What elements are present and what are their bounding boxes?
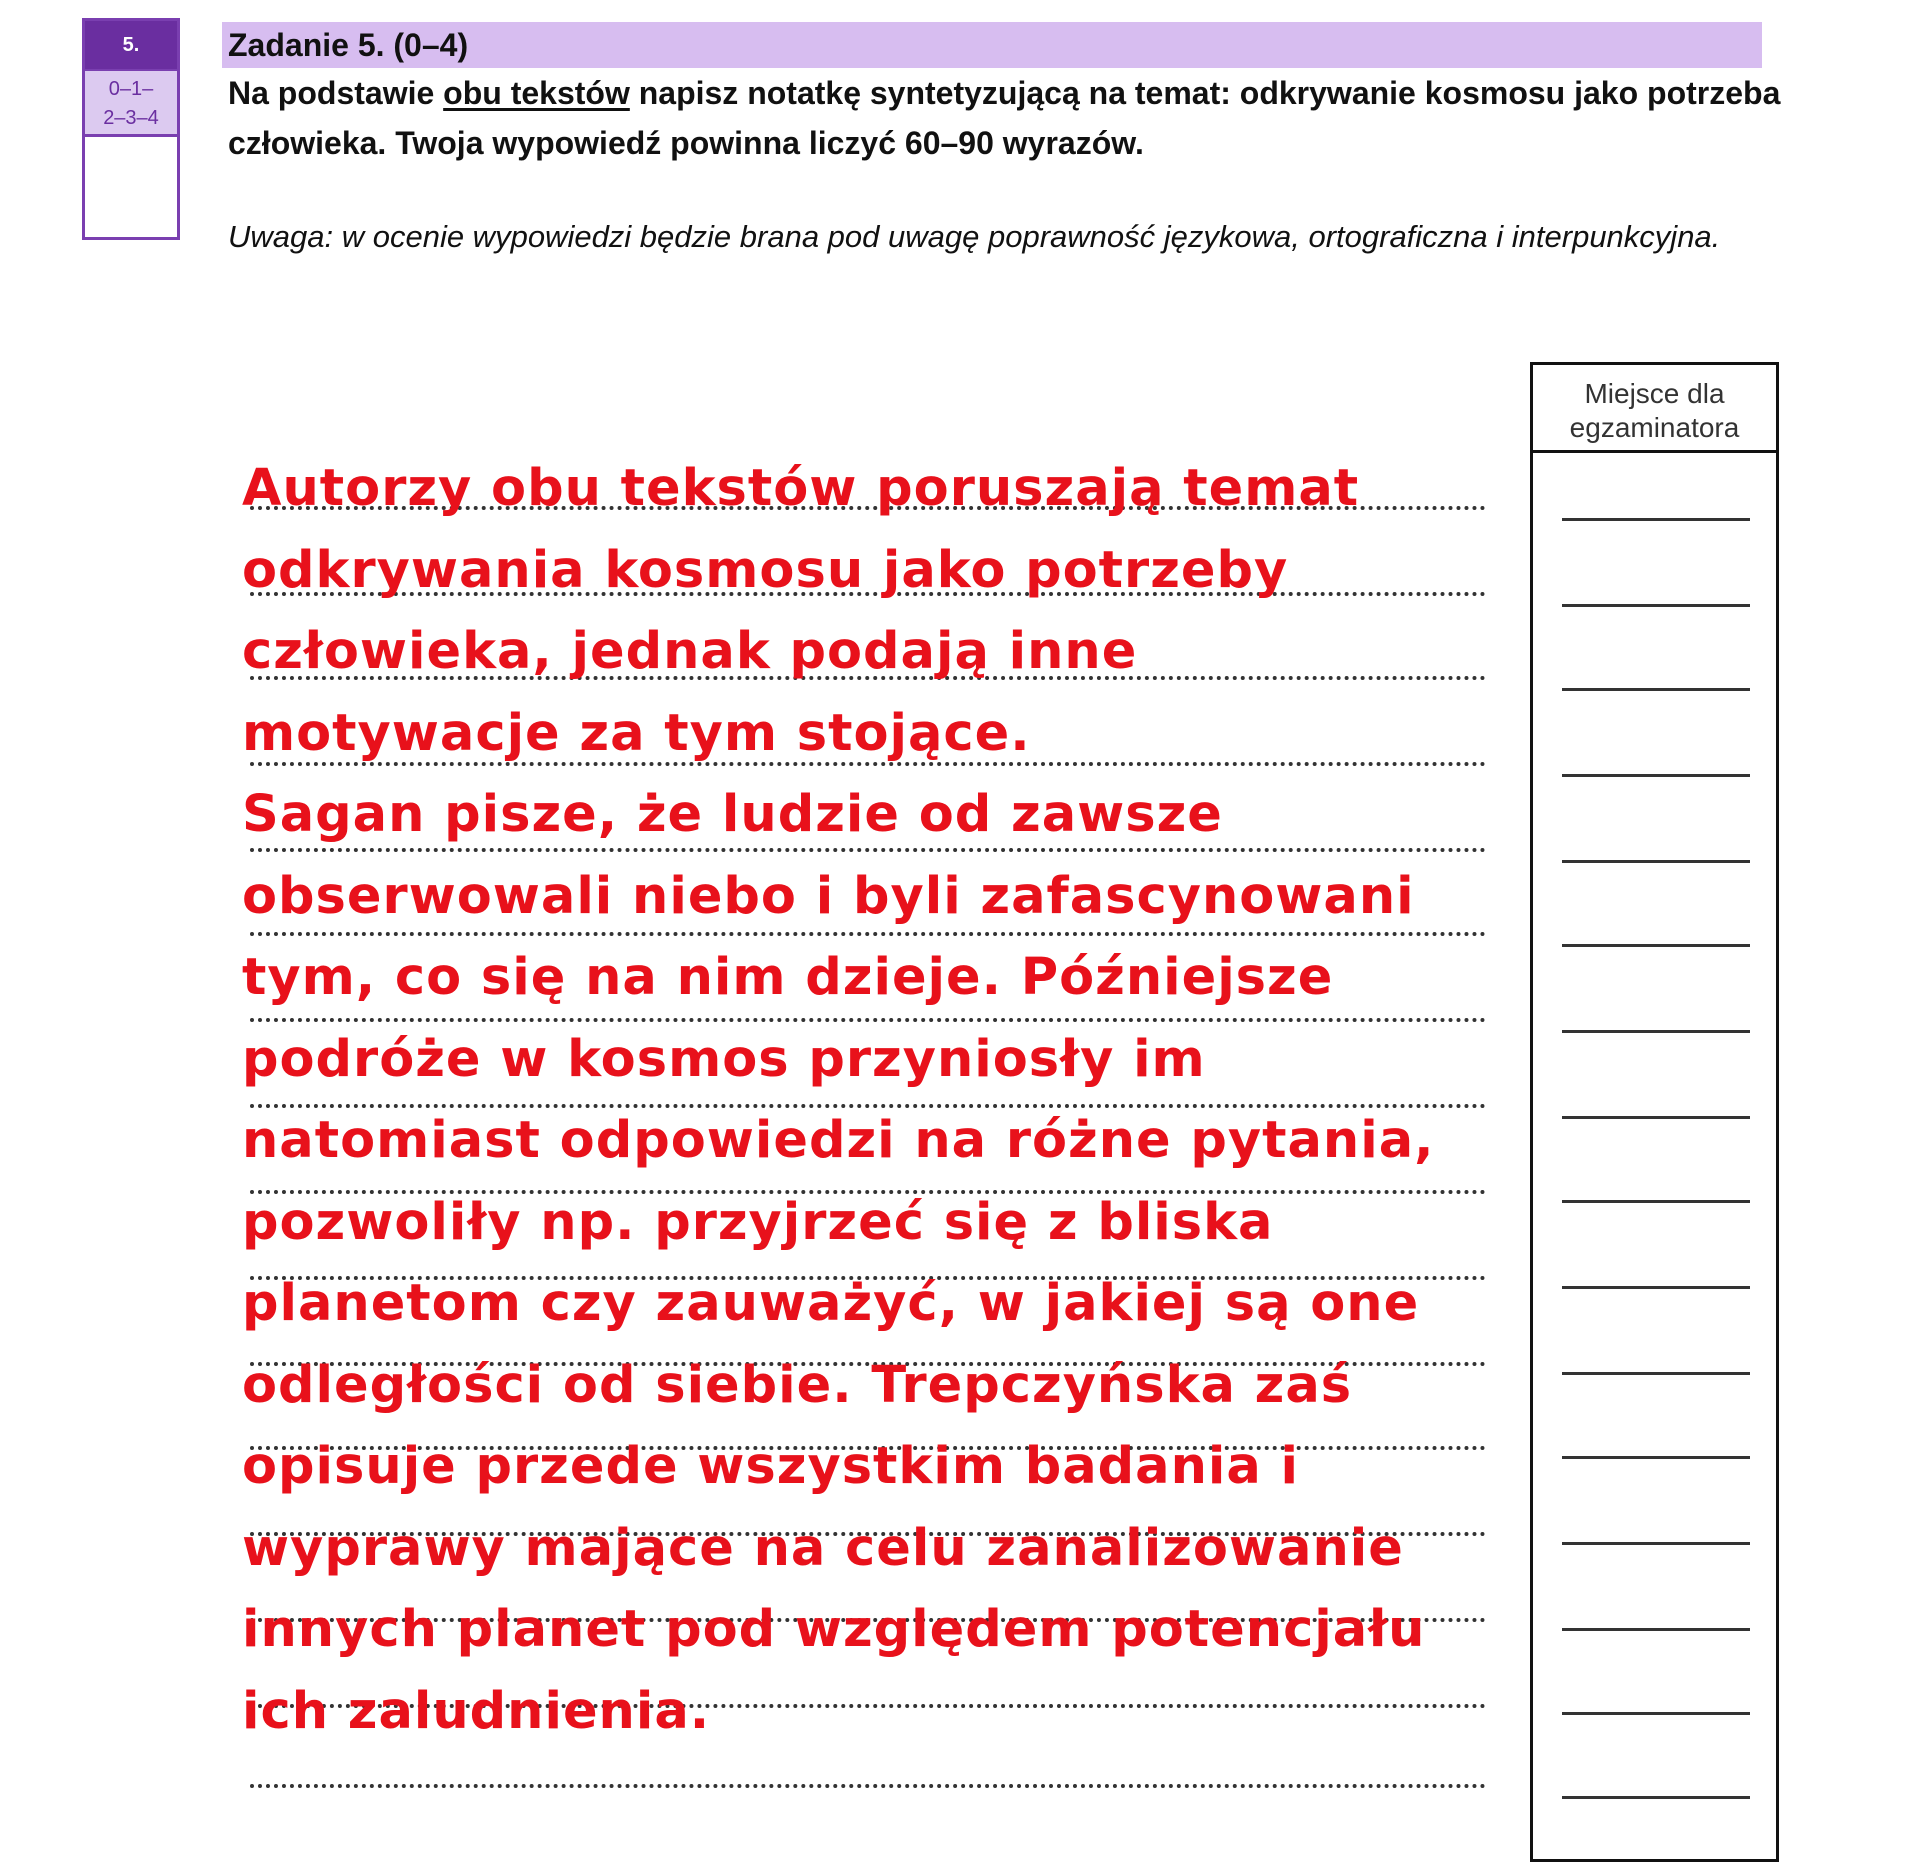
examiner-score-line bbox=[1562, 774, 1750, 777]
examiner-score-line bbox=[1562, 1796, 1750, 1799]
answer-line: Sagan pisze, że ludzie od zawsze bbox=[242, 785, 1223, 844]
examiner-score-line bbox=[1562, 1030, 1750, 1033]
task-points-scale bbox=[85, 69, 177, 137]
examiner-score-line bbox=[1562, 1200, 1750, 1203]
answer-line: planetom czy zauważyć, w jakiej są one bbox=[242, 1274, 1420, 1333]
task-instruction bbox=[228, 68, 1788, 168]
answer-line: motywacje za tym stojące. bbox=[242, 703, 1031, 763]
answer-line: obserwowali niebo i byli zafascynowani bbox=[242, 866, 1415, 926]
answer-line: wyprawy mające na celu zanalizowanie bbox=[242, 1518, 1404, 1578]
answer-line: człowieka, jednak podają inne bbox=[242, 622, 1138, 681]
task-note: Uwaga: w ocenie wypowiedzi będzie brana pod uwagę poprawność językowa, ortograficzna i interpunkcyjna. bbox=[228, 219, 1721, 254]
examiner-score-line bbox=[1562, 860, 1750, 863]
answer-line: natomiast odpowiedzi na różne pytania, bbox=[242, 1111, 1435, 1170]
answer-line: odległości od siebie. Trepczyńska zaś bbox=[242, 1355, 1353, 1415]
answer-line: pozwoliły np. przyjrzeć się z bliska bbox=[242, 1192, 1274, 1252]
task-number: 5. bbox=[85, 21, 177, 69]
answer-line: ich zaludnienia. bbox=[242, 1681, 711, 1741]
answer-line: opisuje przede wszystkim badania i bbox=[242, 1437, 1300, 1496]
examiner-score-line bbox=[1562, 518, 1750, 521]
examiner-score-line bbox=[1562, 604, 1750, 607]
examiner-column bbox=[1530, 362, 1779, 1862]
answer-text bbox=[242, 448, 1582, 1752]
task-number-box bbox=[82, 18, 180, 240]
examiner-score-line bbox=[1562, 1456, 1750, 1459]
examiner-score-line bbox=[1562, 944, 1750, 947]
points-line-1: 0–1– bbox=[108, 78, 154, 100]
task-header: Zadanie 5. (0–4) bbox=[222, 22, 1762, 68]
examiner-header bbox=[1533, 365, 1776, 453]
examiner-label-1: Miejsce dla bbox=[1584, 378, 1725, 409]
examiner-score-line bbox=[1562, 1712, 1750, 1715]
answer-line: Autorzy obu tekstów poruszają temat bbox=[242, 459, 1360, 518]
answer-line: odkrywania kosmosu jako potrzeby bbox=[242, 540, 1289, 600]
answer-line: tym, co się na nim dzieje. Późniejsze bbox=[242, 948, 1334, 1007]
examiner-score-line bbox=[1562, 1286, 1750, 1289]
instruction-underlined: obu tekstów bbox=[443, 75, 630, 111]
instruction-pre: Na podstawie bbox=[228, 75, 444, 111]
examiner-label-2: egzaminatora bbox=[1569, 412, 1740, 443]
examiner-score-line bbox=[1562, 1542, 1750, 1545]
answer-line: innych planet pod względem potencjału bbox=[242, 1600, 1426, 1659]
examiner-score-line bbox=[1562, 1628, 1750, 1631]
examiner-score-line bbox=[1562, 688, 1750, 691]
dotted-writing-line bbox=[250, 1784, 1486, 1788]
examiner-score-line bbox=[1562, 1116, 1750, 1119]
points-line-2: 2–3–4 bbox=[103, 107, 159, 129]
answer-line: podróże w kosmos przyniosły im bbox=[242, 1029, 1206, 1089]
instruction-post: napisz notatkę syntetyzującą na temat: odkrywanie kosmosu jako potrzeba człowieka. Twoja wypowiedź powinna liczyć 60–90 wyrazów. bbox=[228, 75, 1781, 161]
examiner-score-line bbox=[1562, 1372, 1750, 1375]
